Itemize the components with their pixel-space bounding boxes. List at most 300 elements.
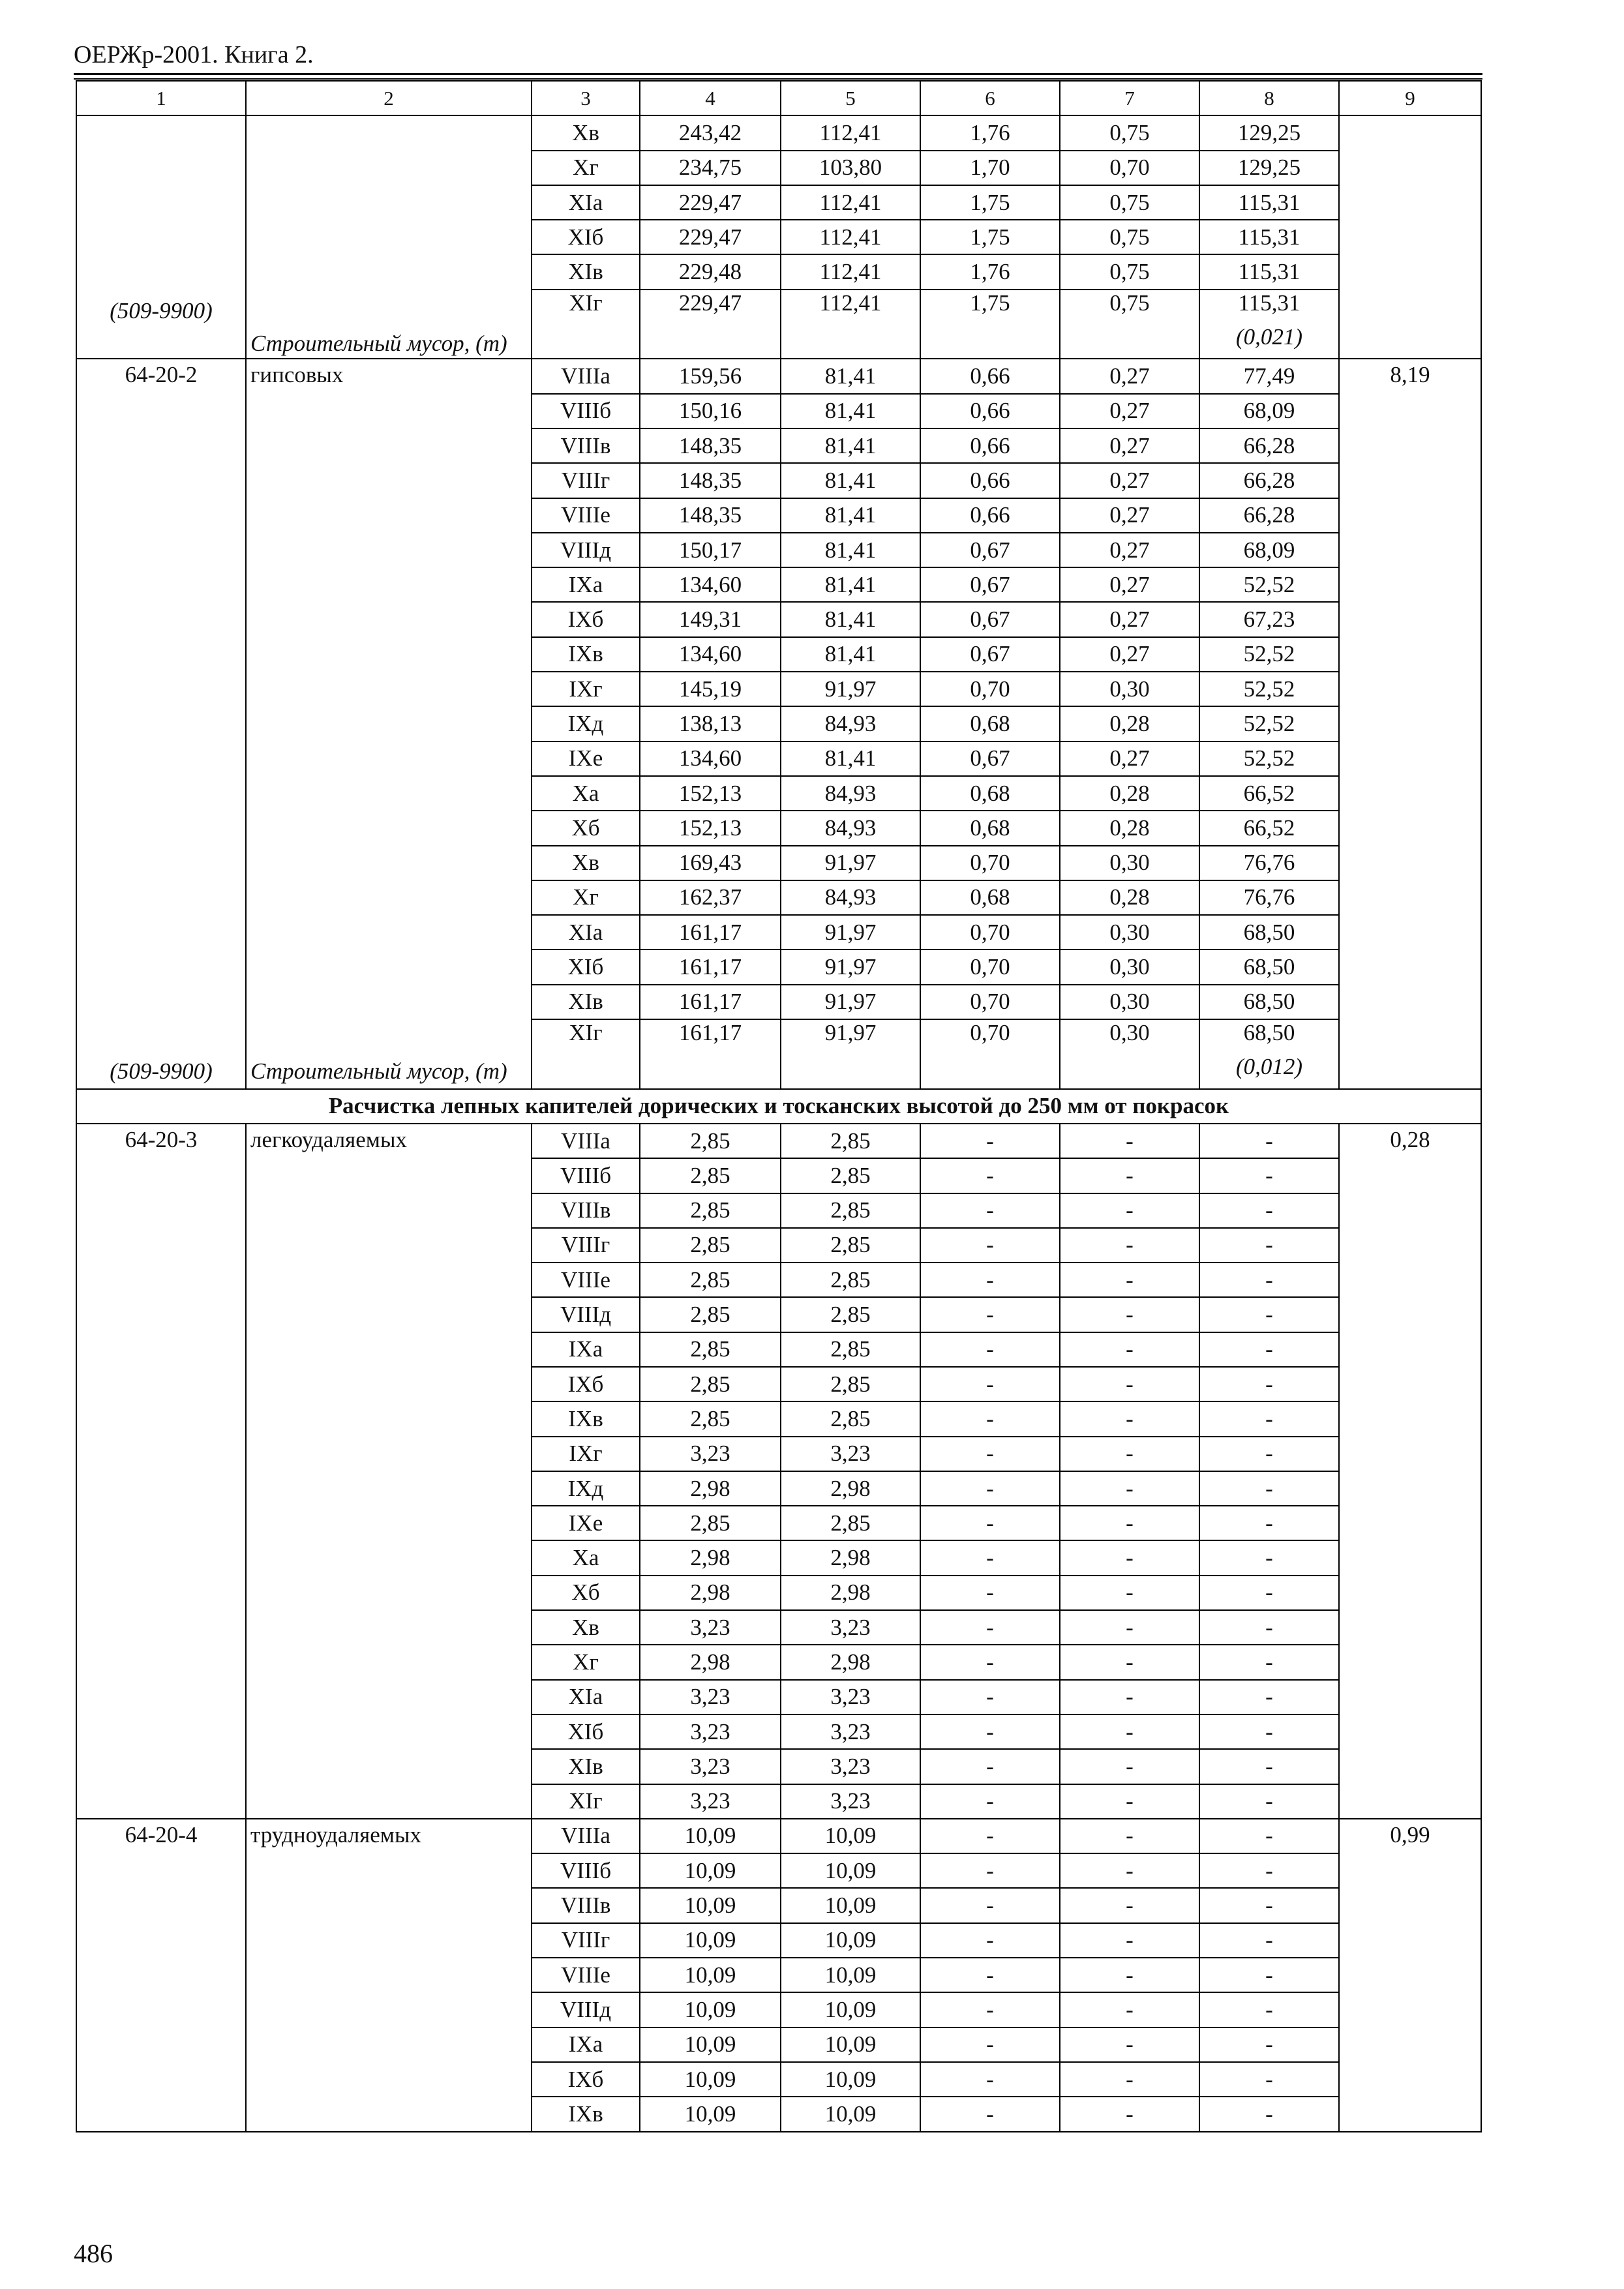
labor-cost-cell: 81,41 <box>781 741 920 776</box>
total-cost-cell: 10,09 <box>640 2062 781 2097</box>
operator-wage-cell: - <box>1060 1888 1199 1922</box>
materials-cost-cell: - <box>1199 2062 1339 2097</box>
materials-cost-cell: 129,25 <box>1199 151 1339 185</box>
norms-table-body <box>76 81 1481 2132</box>
materials-cost-cell: 115,31 <box>1199 185 1339 220</box>
materials-cost-cell: - <box>1199 1992 1339 2027</box>
zone-cell: ХIг <box>532 1019 640 1089</box>
operator-wage-cell: - <box>1060 2097 1199 2131</box>
machine-cost-cell: - <box>920 1680 1060 1714</box>
work-name-cell <box>246 1124 532 1819</box>
materials-cost-cell: 66,52 <box>1199 776 1339 811</box>
zone-cell: IХе <box>532 1506 640 1540</box>
operator-wage-cell: - <box>1060 1680 1199 1714</box>
machine-cost-cell: - <box>920 1923 1060 1958</box>
zone-cell: VIIIв <box>532 1888 640 1922</box>
labor-cost-cell: 81,41 <box>781 394 920 428</box>
operator-wage-cell: 0,28 <box>1060 776 1199 811</box>
operator-wage-cell: - <box>1060 1471 1199 1506</box>
operator-wage-cell: - <box>1060 1540 1199 1575</box>
column-number-row <box>76 81 1481 115</box>
zone-cell: Хг <box>532 151 640 185</box>
operator-wage-cell: - <box>1060 1506 1199 1540</box>
labor-cost-cell: 91,97 <box>781 672 920 706</box>
norm-code: 64-20-3 <box>125 1126 198 1152</box>
machine-cost-cell: - <box>920 1332 1060 1367</box>
operator-wage-cell: 0,27 <box>1060 533 1199 567</box>
materials-cost-cell: 68,50 <box>1199 950 1339 984</box>
zone-cell: IХд <box>532 1471 640 1506</box>
labor-cost-cell: 10,09 <box>781 2062 920 2097</box>
labor-cost-cell: 81,41 <box>781 463 920 498</box>
machine-cost-cell: - <box>920 1540 1060 1575</box>
labor-cost-cell: 81,41 <box>781 498 920 533</box>
materials-cost-cell: 129,25 <box>1199 115 1339 150</box>
machine-cost-cell: - <box>920 1367 1060 1401</box>
norm-code: 64-20-4 <box>125 1821 198 1848</box>
debris-quantity: (0,012) <box>1235 1054 1303 1080</box>
labor-cost-cell: 2,85 <box>781 1263 920 1297</box>
debris-quantity: (0,021) <box>1235 323 1303 350</box>
zone-cell: ХIг <box>532 290 640 359</box>
materials-cost-cell: 77,49 <box>1199 359 1339 393</box>
operator-wage-cell: - <box>1060 1992 1199 2027</box>
header-rule <box>74 73 1482 75</box>
operator-wage-cell: - <box>1060 1784 1199 1819</box>
machine-cost-cell: - <box>920 1714 1060 1749</box>
machine-cost-cell: 0,70 <box>920 846 1060 880</box>
operator-wage-cell: 0,75 <box>1060 185 1199 220</box>
norm-code: 64-20-2 <box>125 362 198 388</box>
labor-cost-cell: 10,09 <box>781 2027 920 2062</box>
total-cost-cell: 149,31 <box>640 602 781 636</box>
operator-wage-cell: 0,30 <box>1060 915 1199 950</box>
materials-cost-cell: - <box>1199 1540 1339 1575</box>
labor-cost-cell: 3,23 <box>781 1749 920 1784</box>
machine-cost-cell: 0,68 <box>920 880 1060 915</box>
machine-cost-cell: 0,70 <box>920 1019 1060 1089</box>
labor-cost-cell: 112,41 <box>781 220 920 254</box>
operator-wage-cell: 0,30 <box>1060 985 1199 1019</box>
operator-wage-cell: 0,75 <box>1060 254 1199 289</box>
labor-cost-cell: 10,09 <box>781 1923 920 1958</box>
zone-cell: IХб <box>532 1367 640 1401</box>
zone-cell: IХб <box>532 602 640 636</box>
col9-cell <box>1339 115 1481 359</box>
zone-cell: VIIIе <box>532 1958 640 1992</box>
total-cost-cell: 161,17 <box>640 915 781 950</box>
section-heading: Расчистка лепных капителей дорических и тосканских высотой до 250 мм от покрасок <box>76 1089 1481 1124</box>
machine-cost-cell: - <box>920 1576 1060 1610</box>
total-cost-cell: 145,19 <box>640 672 781 706</box>
zone-cell: VIIIе <box>532 498 640 533</box>
total-cost-cell: 2,85 <box>640 1124 781 1158</box>
total-cost-cell: 229,48 <box>640 254 781 289</box>
labor-cost-cell: 2,98 <box>781 1576 920 1610</box>
total-cost-cell: 2,98 <box>640 1540 781 1575</box>
operator-wage-cell: 0,27 <box>1060 567 1199 602</box>
operator-wage-cell: 0,30 <box>1060 1019 1199 1089</box>
norm-code-cell <box>76 1819 246 2132</box>
labor-cost-cell: 2,85 <box>781 1367 920 1401</box>
zone-cell: VIIIд <box>532 1992 640 2027</box>
zone-cell: IХа <box>532 1332 640 1367</box>
total-cost-cell: 3,23 <box>640 1680 781 1714</box>
labor-cost-cell: 91,97 <box>781 985 920 1019</box>
column-number: 1 <box>76 81 246 115</box>
total-cost-cell: 2,98 <box>640 1576 781 1610</box>
machine-cost-cell: - <box>920 1124 1060 1158</box>
materials-cost-cell: - <box>1199 1749 1339 1784</box>
operator-wage-cell: 0,75 <box>1060 290 1199 359</box>
machine-cost-cell: - <box>920 1158 1060 1193</box>
zone-cell: IХг <box>532 672 640 706</box>
operator-wage-cell: 0,30 <box>1060 950 1199 984</box>
labor-cost-cell: 81,41 <box>781 359 920 393</box>
machine-cost-cell: - <box>920 1437 1060 1471</box>
labor-cost-cell: 2,85 <box>781 1228 920 1263</box>
zone-cell: ХIа <box>532 915 640 950</box>
zone-cell: VIIIг <box>532 463 640 498</box>
machine-cost-cell: - <box>920 1610 1060 1645</box>
machine-cost-cell: - <box>920 1853 1060 1888</box>
machine-cost-cell: - <box>920 1193 1060 1228</box>
operator-wage-cell: - <box>1060 2027 1199 2062</box>
total-cost-cell: 229,47 <box>640 290 781 359</box>
machine-cost-cell: 0,66 <box>920 394 1060 428</box>
materials-cost-cell: - <box>1199 1367 1339 1401</box>
section-heading-row <box>76 1089 1481 1124</box>
labor-cost-cell: 3,23 <box>781 1437 920 1471</box>
labor-cost-cell: 2,85 <box>781 1506 920 1540</box>
total-cost-cell: 138,13 <box>640 706 781 741</box>
operator-wage-cell: - <box>1060 1263 1199 1297</box>
zone-cell: IХд <box>532 706 640 741</box>
machine-cost-cell: - <box>920 1471 1060 1506</box>
materials-cost-cell: 68,50 <box>1199 985 1339 1019</box>
total-cost-cell: 161,17 <box>640 985 781 1019</box>
machine-cost-cell: 0,67 <box>920 567 1060 602</box>
zone-cell: Хг <box>532 1645 640 1679</box>
operator-wage-cell: - <box>1060 1645 1199 1679</box>
operator-wage-cell: - <box>1060 1610 1199 1645</box>
total-cost-cell: 10,09 <box>640 2097 781 2131</box>
work-name-cell <box>246 1819 532 2132</box>
machine-cost-cell: 0,67 <box>920 602 1060 636</box>
machine-cost-cell: 0,66 <box>920 498 1060 533</box>
materials-cost-cell: - <box>1199 1297 1339 1332</box>
materials-cost-cell: 52,52 <box>1199 567 1339 602</box>
zone-cell: ХIв <box>532 254 640 289</box>
machine-cost-cell: - <box>920 1297 1060 1332</box>
header-rule-thin <box>74 78 1482 80</box>
total-cost-cell: 229,47 <box>640 185 781 220</box>
materials-cost-cell: - <box>1199 1263 1339 1297</box>
debris-resource-name: Строительный мусор, (т) <box>250 1058 507 1085</box>
materials-cost-cell: 115,31 <box>1199 220 1339 254</box>
operator-wage-cell: - <box>1060 1958 1199 1992</box>
materials-cost-cell: 115,31 <box>1199 254 1339 289</box>
work-name: трудноудаляемых <box>250 1821 421 1848</box>
zone-cell: Хб <box>532 811 640 845</box>
norm-code-cell <box>76 115 246 359</box>
materials-cost-cell: 66,28 <box>1199 428 1339 463</box>
zone-cell: VIIIб <box>532 1158 640 1193</box>
zone-cell: Хг <box>532 880 640 915</box>
total-cost-cell: 162,37 <box>640 880 781 915</box>
total-cost-cell: 2,98 <box>640 1645 781 1679</box>
materials-cost-cell <box>1199 290 1339 359</box>
operator-wage-cell: - <box>1060 1367 1199 1401</box>
labor-cost-cell: 84,93 <box>781 880 920 915</box>
materials-cost-cell: - <box>1199 1193 1339 1228</box>
zone-cell: ХIв <box>532 985 640 1019</box>
col9-cell: 0,28 <box>1339 1124 1481 1819</box>
labor-cost-cell: 2,85 <box>781 1124 920 1158</box>
zone-cell: IХв <box>532 2097 640 2131</box>
operator-wage-cell: - <box>1060 1576 1199 1610</box>
machine-cost-cell: 1,75 <box>920 185 1060 220</box>
labor-cost-cell: 3,23 <box>781 1784 920 1819</box>
total-cost-cell: 2,98 <box>640 1471 781 1506</box>
total-cost-cell: 2,85 <box>640 1263 781 1297</box>
total-cost-cell: 148,35 <box>640 428 781 463</box>
labor-cost-cell: 2,85 <box>781 1158 920 1193</box>
work-name: легкоудаляемых <box>250 1126 407 1152</box>
machine-cost-cell: - <box>920 1888 1060 1922</box>
materials-cost-cell: 66,52 <box>1199 811 1339 845</box>
materials-cost-cell: 67,23 <box>1199 602 1339 636</box>
materials-cost-cell: - <box>1199 1819 1339 1853</box>
total-cost-cell: 3,23 <box>640 1749 781 1784</box>
machine-cost-cell: - <box>920 1401 1060 1436</box>
zone-cell: IХе <box>532 741 640 776</box>
zone-cell: Хв <box>532 846 640 880</box>
machine-cost-cell: 0,70 <box>920 985 1060 1019</box>
materials-cost-cell: - <box>1199 1714 1339 1749</box>
page-number: 486 <box>74 2239 113 2268</box>
materials-cost-cell: 68,09 <box>1199 533 1339 567</box>
column-number: 9 <box>1339 81 1481 115</box>
column-number: 2 <box>246 81 532 115</box>
zone-cell: ХIг <box>532 1784 640 1819</box>
machine-cost-cell: 0,66 <box>920 463 1060 498</box>
column-number: 4 <box>640 81 781 115</box>
materials-cost-cell: - <box>1199 1228 1339 1263</box>
labor-cost-cell: 2,85 <box>781 1297 920 1332</box>
materials-cost-cell: 68,09 <box>1199 394 1339 428</box>
zone-cell: Хв <box>532 1610 640 1645</box>
zone-cell: IХа <box>532 2027 640 2062</box>
materials-cost-cell: - <box>1199 1784 1339 1819</box>
machine-cost-cell: 0,68 <box>920 706 1060 741</box>
total-cost-cell: 161,17 <box>640 1019 781 1089</box>
labor-cost-cell: 2,98 <box>781 1645 920 1679</box>
work-name-cell <box>246 115 532 359</box>
machine-cost-cell: - <box>920 2097 1060 2131</box>
zone-cell: IХв <box>532 637 640 672</box>
total-cost-cell: 134,60 <box>640 567 781 602</box>
materials-cost-value: 115,31 <box>1238 290 1301 316</box>
operator-wage-cell: - <box>1060 1749 1199 1784</box>
materials-cost-cell: - <box>1199 1401 1339 1436</box>
labor-cost-cell: 112,41 <box>781 185 920 220</box>
materials-cost-cell: - <box>1199 1437 1339 1471</box>
total-cost-cell: 3,23 <box>640 1610 781 1645</box>
labor-cost-cell: 112,41 <box>781 290 920 359</box>
operator-wage-cell: - <box>1060 1853 1199 1888</box>
zone-cell: VIIIа <box>532 1819 640 1853</box>
materials-cost-cell: 52,52 <box>1199 672 1339 706</box>
operator-wage-cell: 0,30 <box>1060 846 1199 880</box>
labor-cost-cell: 3,23 <box>781 1680 920 1714</box>
machine-cost-cell: 0,68 <box>920 776 1060 811</box>
operator-wage-cell: - <box>1060 1193 1199 1228</box>
operator-wage-cell: 0,27 <box>1060 359 1199 393</box>
total-cost-cell: 3,23 <box>640 1437 781 1471</box>
total-cost-cell: 148,35 <box>640 498 781 533</box>
zone-cell: ХIб <box>532 220 640 254</box>
total-cost-cell: 10,09 <box>640 1819 781 1853</box>
materials-cost-cell: 76,76 <box>1199 846 1339 880</box>
machine-cost-cell: 0,70 <box>920 672 1060 706</box>
zone-cell: Ха <box>532 776 640 811</box>
zone-cell: Ха <box>532 1540 640 1575</box>
materials-cost-cell: - <box>1199 1506 1339 1540</box>
operator-wage-cell: - <box>1060 1714 1199 1749</box>
operator-wage-cell: - <box>1060 2062 1199 2097</box>
zone-cell: VIIIв <box>532 1193 640 1228</box>
zone-cell: IХб <box>532 2062 640 2097</box>
machine-cost-cell: 1,70 <box>920 151 1060 185</box>
materials-cost-value: 68,50 <box>1243 1020 1295 1046</box>
labor-cost-cell: 81,41 <box>781 567 920 602</box>
zone-cell: VIIIб <box>532 1853 640 1888</box>
operator-wage-cell: - <box>1060 1332 1199 1367</box>
running-head: ОЕРЖр-2001. Книга 2. <box>74 41 314 68</box>
total-cost-cell: 2,85 <box>640 1228 781 1263</box>
debris-resource-code: (509-9900) <box>110 1058 213 1085</box>
materials-cost-cell: - <box>1199 1471 1339 1506</box>
debris-resource-name: Строительный мусор, (т) <box>250 331 507 357</box>
total-cost-cell: 10,09 <box>640 1888 781 1922</box>
operator-wage-cell: - <box>1060 1158 1199 1193</box>
total-cost-cell: 243,42 <box>640 115 781 150</box>
labor-cost-cell: 2,85 <box>781 1401 920 1436</box>
labor-cost-cell: 112,41 <box>781 254 920 289</box>
operator-wage-cell: - <box>1060 1297 1199 1332</box>
total-cost-cell: 10,09 <box>640 1853 781 1888</box>
total-cost-cell: 169,43 <box>640 846 781 880</box>
operator-wage-cell: - <box>1060 1401 1199 1436</box>
zone-cell: IХв <box>532 1401 640 1436</box>
materials-cost-cell: - <box>1199 1645 1339 1679</box>
total-cost-cell: 159,56 <box>640 359 781 393</box>
labor-cost-cell: 91,97 <box>781 950 920 984</box>
operator-wage-cell: 0,28 <box>1060 811 1199 845</box>
materials-cost-cell: 52,52 <box>1199 637 1339 672</box>
table-row <box>76 1819 1481 1853</box>
total-cost-cell: 2,85 <box>640 1367 781 1401</box>
machine-cost-cell: 0,67 <box>920 741 1060 776</box>
materials-cost-cell: 52,52 <box>1199 741 1339 776</box>
operator-wage-cell: 0,27 <box>1060 602 1199 636</box>
zone-cell: IХг <box>532 1437 640 1471</box>
operator-wage-cell: 0,70 <box>1060 151 1199 185</box>
labor-cost-cell: 3,23 <box>781 1714 920 1749</box>
zone-cell: ХIб <box>532 1714 640 1749</box>
machine-cost-cell: 0,66 <box>920 428 1060 463</box>
operator-wage-cell: 0,27 <box>1060 463 1199 498</box>
materials-cost-cell: 52,52 <box>1199 706 1339 741</box>
table-row <box>76 359 1481 393</box>
labor-cost-cell: 81,41 <box>781 428 920 463</box>
operator-wage-cell: 0,27 <box>1060 394 1199 428</box>
labor-cost-cell: 112,41 <box>781 115 920 150</box>
zone-cell: ХIа <box>532 1680 640 1714</box>
total-cost-cell: 150,17 <box>640 533 781 567</box>
labor-cost-cell: 91,97 <box>781 1019 920 1089</box>
total-cost-cell: 3,23 <box>640 1784 781 1819</box>
table-row <box>76 115 1481 150</box>
column-number: 7 <box>1060 81 1199 115</box>
machine-cost-cell: 1,76 <box>920 115 1060 150</box>
total-cost-cell: 152,13 <box>640 776 781 811</box>
total-cost-cell: 152,13 <box>640 811 781 845</box>
labor-cost-cell: 81,41 <box>781 533 920 567</box>
operator-wage-cell: - <box>1060 1819 1199 1853</box>
col9-cell: 8,19 <box>1339 359 1481 1088</box>
col9-cell: 0,99 <box>1339 1819 1481 2132</box>
machine-cost-cell: - <box>920 1645 1060 1679</box>
operator-wage-cell: 0,27 <box>1060 637 1199 672</box>
zone-cell: VIIIв <box>532 428 640 463</box>
materials-cost-cell: - <box>1199 2097 1339 2131</box>
column-number: 5 <box>781 81 920 115</box>
labor-cost-cell: 10,09 <box>781 2097 920 2131</box>
operator-wage-cell: - <box>1060 1124 1199 1158</box>
labor-cost-cell: 10,09 <box>781 1958 920 1992</box>
zone-cell: VIIIе <box>532 1263 640 1297</box>
table-row <box>76 1124 1481 1158</box>
labor-cost-cell: 2,98 <box>781 1540 920 1575</box>
total-cost-cell: 2,85 <box>640 1401 781 1436</box>
materials-cost-cell: 68,50 <box>1199 915 1339 950</box>
labor-cost-cell: 81,41 <box>781 637 920 672</box>
machine-cost-cell: 0,66 <box>920 359 1060 393</box>
machine-cost-cell: 0,70 <box>920 915 1060 950</box>
operator-wage-cell: 0,75 <box>1060 220 1199 254</box>
materials-cost-cell: - <box>1199 2027 1339 2062</box>
labor-cost-cell: 10,09 <box>781 1992 920 2027</box>
materials-cost-cell <box>1199 1019 1339 1089</box>
machine-cost-cell: - <box>920 1749 1060 1784</box>
materials-cost-cell: 66,28 <box>1199 463 1339 498</box>
total-cost-cell: 134,60 <box>640 741 781 776</box>
column-number: 3 <box>532 81 640 115</box>
total-cost-cell: 161,17 <box>640 950 781 984</box>
machine-cost-cell: - <box>920 1263 1060 1297</box>
total-cost-cell: 2,85 <box>640 1332 781 1367</box>
total-cost-cell: 2,85 <box>640 1506 781 1540</box>
work-name-cell <box>246 359 532 1088</box>
total-cost-cell: 2,85 <box>640 1297 781 1332</box>
materials-cost-cell: - <box>1199 1576 1339 1610</box>
total-cost-cell: 148,35 <box>640 463 781 498</box>
labor-cost-cell: 2,85 <box>781 1193 920 1228</box>
machine-cost-cell: - <box>920 1506 1060 1540</box>
zone-cell: VIIIг <box>532 1228 640 1263</box>
